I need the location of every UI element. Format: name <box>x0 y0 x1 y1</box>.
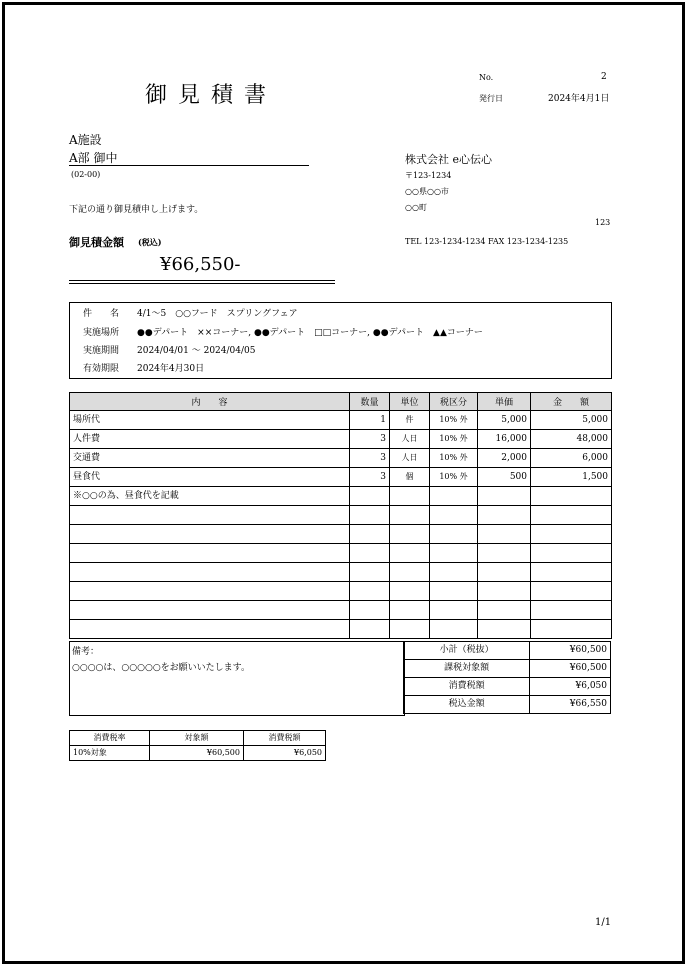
item-content-cell <box>70 601 350 620</box>
item-unit-cell <box>390 582 430 601</box>
recipient-underline <box>69 165 309 166</box>
item-tax-class-cell <box>430 620 478 639</box>
table-row <box>70 601 612 620</box>
item-amount-cell <box>531 544 612 563</box>
issue-date-label: 発行日 <box>479 94 503 103</box>
item-content-cell <box>70 544 350 563</box>
header-amount: 金 額 <box>531 393 612 411</box>
summary-label: 小計（税抜） <box>404 642 530 660</box>
tax-rate-header: 消費税率 <box>70 731 150 746</box>
summary-label: 課税対象額 <box>404 660 530 678</box>
item-tax-class-cell <box>430 506 478 525</box>
table-row <box>70 430 612 449</box>
item-content-cell <box>70 525 350 544</box>
table-row <box>70 449 612 468</box>
number-value: 2 <box>601 72 607 82</box>
item-price-cell <box>478 525 531 544</box>
item-content-cell: 人件費 <box>70 430 350 449</box>
summary-value: ¥60,500 <box>530 660 611 678</box>
table-row <box>70 487 612 506</box>
number-label: No. <box>479 73 494 82</box>
item-amount-cell <box>531 582 612 601</box>
item-amount-cell <box>531 506 612 525</box>
company-name: 株式会社 e心伝心 <box>405 153 493 166</box>
summary-row <box>404 660 611 678</box>
item-price-cell <box>478 601 531 620</box>
item-unit-cell <box>390 544 430 563</box>
summary-value: ¥60,500 <box>530 642 611 660</box>
company-address3: 123 <box>595 218 611 227</box>
table-row <box>70 411 612 430</box>
item-amount-cell <box>531 487 612 506</box>
remarks-box <box>69 641 405 716</box>
item-qty-cell <box>350 601 390 620</box>
item-qty-cell <box>350 487 390 506</box>
header-content: 内 容 <box>70 393 350 411</box>
greeting-text: 下記の通り御見積申し上げます。 <box>69 205 204 215</box>
item-tax-class-cell <box>430 525 478 544</box>
item-qty-cell: 3 <box>350 449 390 468</box>
item-qty-cell <box>350 506 390 525</box>
item-amount-cell <box>531 525 612 544</box>
recipient-code: (02-00) <box>71 170 101 179</box>
table-row <box>70 620 612 639</box>
item-amount-cell: 5,000 <box>531 411 612 430</box>
summary-label: 税込金額 <box>404 696 530 714</box>
item-qty-cell <box>350 525 390 544</box>
issue-date-value: 2024年4月1日 <box>548 94 610 104</box>
item-amount-cell: 1,500 <box>531 468 612 487</box>
summary-row <box>404 642 611 660</box>
total-underline-1 <box>69 280 335 281</box>
item-price-cell: 16,000 <box>478 430 531 449</box>
item-tax-class-cell: 10% 外 <box>430 430 478 449</box>
info-expiry <box>83 361 204 374</box>
summary-label: 消費税額 <box>404 678 530 696</box>
tax-rate-cell: 10%対象 <box>70 746 150 761</box>
item-price-cell <box>478 620 531 639</box>
item-qty-cell <box>350 544 390 563</box>
total-underline-2 <box>69 283 335 284</box>
item-unit-cell: 人日 <box>390 449 430 468</box>
total-label: 御見積金額 <box>69 236 124 249</box>
table-row <box>70 525 612 544</box>
item-tax-class-cell: 10% 外 <box>430 411 478 430</box>
item-qty-cell: 3 <box>350 430 390 449</box>
item-price-cell: 2,000 <box>478 449 531 468</box>
table-row <box>70 506 612 525</box>
header-qty: 数量 <box>350 393 390 411</box>
item-content-cell: 交通費 <box>70 449 350 468</box>
item-price-cell: 5,000 <box>478 411 531 430</box>
item-tax-class-cell: 10% 外 <box>430 468 478 487</box>
item-unit-cell: 個 <box>390 468 430 487</box>
table-row <box>70 468 612 487</box>
item-amount-cell <box>531 563 612 582</box>
document-title: 御見積書 <box>145 83 278 108</box>
item-price-cell: 500 <box>478 468 531 487</box>
item-price-cell <box>478 582 531 601</box>
item-unit-cell: 人日 <box>390 430 430 449</box>
item-unit-cell <box>390 506 430 525</box>
item-unit-cell <box>390 487 430 506</box>
item-amount-cell <box>531 620 612 639</box>
summary-value: ¥6,050 <box>530 678 611 696</box>
item-tax-class-cell <box>430 487 478 506</box>
item-unit-cell <box>390 601 430 620</box>
info-subject <box>83 306 298 319</box>
item-content-cell <box>70 582 350 601</box>
item-qty-cell <box>350 582 390 601</box>
table-row <box>70 563 612 582</box>
summary-row <box>404 696 611 714</box>
remarks-label: 備考： <box>72 647 100 657</box>
item-qty-cell <box>350 620 390 639</box>
item-qty-cell <box>350 563 390 582</box>
header-unit: 単位 <box>390 393 430 411</box>
page-number: 1/1 <box>595 917 612 928</box>
item-amount-cell: 48,000 <box>531 430 612 449</box>
tax-rate-row <box>70 746 326 761</box>
item-unit-cell <box>390 563 430 582</box>
table-row <box>70 544 612 563</box>
item-qty-cell: 1 <box>350 411 390 430</box>
item-content-cell: ※○○の為、昼食代を記載 <box>70 487 350 506</box>
info-location-value: ●●デパート ××コーナー, ●●デパート □□コーナー, ●●デパート ▲▲コーナー <box>137 328 483 338</box>
item-content-cell <box>70 506 350 525</box>
remarks-text: ○○○○は、○○○○○をお願いいたします。 <box>72 663 250 673</box>
header-tax-class: 税区分 <box>430 393 478 411</box>
item-unit-cell <box>390 620 430 639</box>
item-content-cell <box>70 563 350 582</box>
item-unit-cell: 件 <box>390 411 430 430</box>
tax-amount-cell: ¥6,050 <box>244 746 326 761</box>
item-content-cell: 場所代 <box>70 411 350 430</box>
tax-rate-table <box>69 730 326 761</box>
info-subject-value: 4/1～5 ○○フード スプリングフェア <box>137 309 298 319</box>
info-expiry-value: 2024年4月30日 <box>137 364 205 374</box>
company-contact: TEL 123-1234-1234 FAX 123-1234-1235 <box>405 237 569 246</box>
total-tax-note: (税込) <box>138 237 162 247</box>
info-location-label: 実施場所 <box>83 328 120 338</box>
summary-value: ¥66,550 <box>530 696 611 714</box>
item-tax-class-cell <box>430 563 478 582</box>
items-header-row <box>70 393 612 411</box>
item-content-cell <box>70 620 350 639</box>
table-row <box>70 582 612 601</box>
taxable-amount-header: 対象額 <box>150 731 244 746</box>
recipient-facility: A施設 <box>69 133 102 147</box>
summary-table <box>403 641 611 714</box>
company-address1: ○○県○○市 <box>405 187 449 196</box>
info-location <box>83 325 483 338</box>
item-amount-cell: 6,000 <box>531 449 612 468</box>
info-subject-label: 件 名 <box>83 309 120 319</box>
project-info-box <box>69 302 612 379</box>
tax-rate-header-row <box>70 731 326 746</box>
recipient-department: A部 御中 <box>69 151 118 165</box>
tax-amount-header: 消費税額 <box>244 731 326 746</box>
item-tax-class-cell <box>430 544 478 563</box>
item-qty-cell: 3 <box>350 468 390 487</box>
estimate-page <box>2 2 685 964</box>
taxable-amount-cell: ¥60,500 <box>150 746 244 761</box>
item-price-cell <box>478 563 531 582</box>
item-price-cell <box>478 487 531 506</box>
company-address2: ○○町 <box>405 203 427 212</box>
item-tax-class-cell: 10% 外 <box>430 449 478 468</box>
info-period-label: 実施期間 <box>83 346 120 356</box>
company-postal: 〒123-1234 <box>405 171 452 180</box>
item-content-cell: 昼食代 <box>70 468 350 487</box>
items-table <box>69 392 612 639</box>
item-tax-class-cell <box>430 582 478 601</box>
info-period <box>83 343 255 356</box>
header-price: 単価 <box>478 393 531 411</box>
total-amount: ¥66,550- <box>160 254 241 275</box>
item-amount-cell <box>531 601 612 620</box>
item-unit-cell <box>390 525 430 544</box>
info-period-value: 2024/04/01 ～ 2024/04/05 <box>137 346 256 356</box>
item-tax-class-cell <box>430 601 478 620</box>
summary-row <box>404 678 611 696</box>
item-price-cell <box>478 544 531 563</box>
info-expiry-label: 有効期限 <box>83 364 120 374</box>
item-price-cell <box>478 506 531 525</box>
